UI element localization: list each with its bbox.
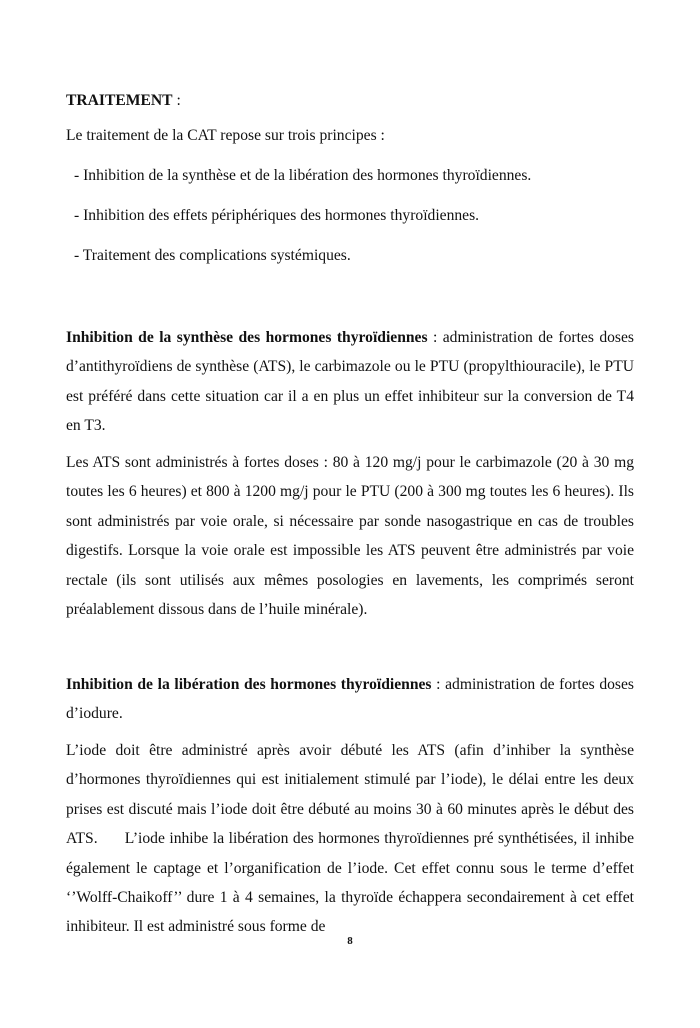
section-heading (66, 86, 634, 115)
section1-paragraph2: Les ATS sont administrés à fortes doses : 80 à 120 mg/j pour le carbimazole (20 à 30 mg toutes les 6 heures) et 800 à 1200 mg/j pour le PTU (200 à 300 mg toutes les 6 heures). Ils sont administrés par voie orale, si nécessaire par sonde nasogastrique en cas de troubles digestifs. Lorsque la voie orale est impossible les ATS peuvent être administrés par voie rectale (ils sont utilisés aux mêmes posologies en lavements, les comprimés seront préalablement dissous dans de l’huile minérale). (66, 454, 634, 619)
heading-suffix: : (172, 92, 181, 109)
section2-text: : administration de fortes doses d’iodure. (66, 676, 634, 723)
section1-text: : administration de fortes doses d’antithyroïdiens de synthèse (ATS), le carbimazole ou le PTU (propylthiouracile), le PTU est préféré dans cette situation car il a en plus un effet inhibiteur sur la conversion de T4 en T3. (66, 329, 634, 435)
principle-item: - Inhibition de la synthèse et de la libération des hormones thyroïdiennes. (74, 167, 532, 184)
section1-title: Inhibition de la synthèse des hormones thyroïdiennes (66, 329, 428, 346)
section2-title: Inhibition de la libération des hormones thyroïdiennes (66, 676, 432, 693)
principle-item: - Inhibition des effets périphériques des hormones thyroïdiennes. (74, 207, 480, 224)
section2-paragraph (66, 670, 634, 729)
section2-paragraph2: L’iode doit être administré après avoir débuté les ATS (afin d’inhiber la synthèse d’hormones thyroïdiennes qui est initialement stimulé par l’iode), le délai entre les deux prises est discuté mais l’iode doit être débuté au moins 30 à 60 minutes après le début des ATS. L’iode inhibe la libération des hormones thyroïdiennes pré synthétisées, il inhibe également le captage et l’organification de l’iode. Cet effet connu sous le terme d’effet ‘’Wolff-Chaikoff’’ dure 1 à 4 semaines, la thyroïde échappera secondairement à cet effet inhibiteur. Il est administré sous forme de (66, 742, 638, 936)
section1-paragraph (66, 323, 634, 441)
heading-title: TRAITEMENT (66, 92, 173, 109)
principle-item: - Traitement des complications systémiques. (74, 247, 351, 264)
page-number: 8 (347, 935, 353, 947)
intro-text: Le traitement de la CAT repose sur trois principes : (66, 127, 385, 144)
